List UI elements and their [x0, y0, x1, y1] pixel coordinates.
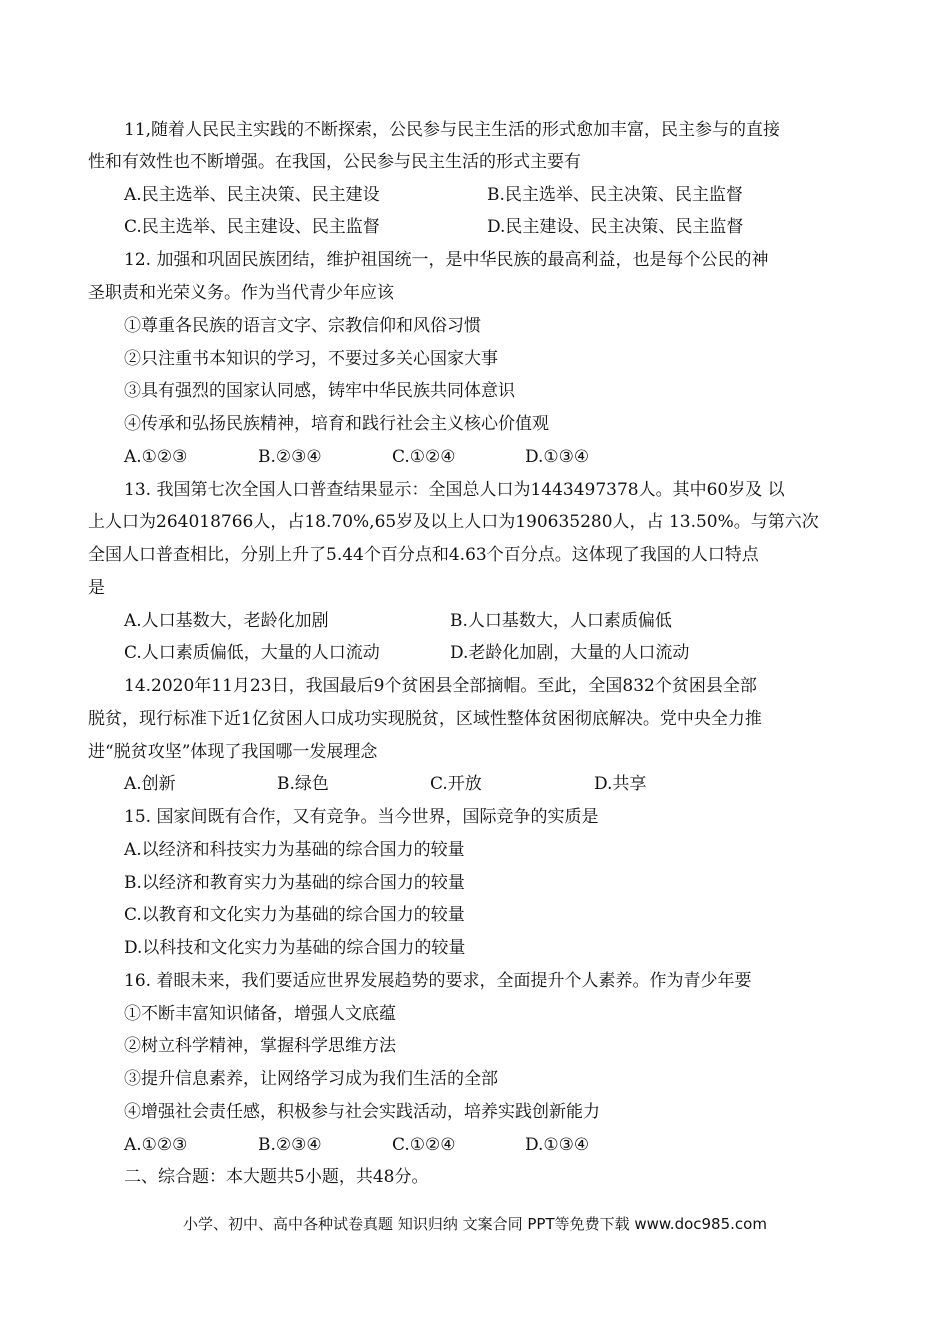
q13-stem-line-2: 上人口为264018766人，占18.70%,65岁及以上人口为190635280人，占 13.50%。与第六次	[88, 512, 819, 532]
q11-stem-line-1: 11,随着人民民主实践的不断探索，公民参与民主生活的形式愈加丰富，民主参与的直接	[124, 120, 781, 140]
q14-option-b: B.绿色	[277, 774, 329, 794]
q14-stem-line-1: 14.2020年11月23日，我国最后9个贫困县全部摘帽。至此，全国832个贫困县全部	[124, 676, 757, 696]
q16-item-2: ②树立科学精神，掌握科学思维方法	[124, 1036, 396, 1056]
q12-option-a: A.①②③	[124, 447, 188, 467]
q14-option-d: D.共享	[594, 774, 647, 794]
q13-option-c: C.人口素质偏低，大量的人口流动	[124, 643, 380, 663]
q13-option-a: A.人口基数大，老龄化加剧	[124, 611, 329, 631]
q12-option-b: B.②③④	[258, 447, 322, 467]
q16-item-3: ③提升信息素养，让网络学习成为我们生活的全部	[124, 1069, 498, 1089]
q13-option-b: B.人口基数大，人口素质偏低	[450, 611, 672, 631]
q16-option-d: D.①③④	[525, 1135, 590, 1155]
q12-stem-line-1: 12. 加强和巩固民族团结，维护祖国统一，是中华民族的最高利益，也是每个公民的神	[124, 250, 769, 270]
q12-option-c: C.①②④	[392, 447, 456, 467]
q16-option-b: B.②③④	[258, 1135, 322, 1155]
q13-stem-line-1: 13. 我国第七次全国人口普查结果显示：全国总人口为1443497378人。其中60岁及 以	[124, 480, 785, 500]
q11-option-c: C.民主选举、民主建设、民主监督	[124, 217, 380, 237]
q12-item-1: ①尊重各民族的语言文字、宗教信仰和风俗习惯	[124, 316, 481, 336]
q11-stem-line-2: 性和有效性也不断增强。在我国，公民参与民主生活的形式主要有	[88, 152, 581, 172]
q15-option-b: B.以经济和教育实力为基础的综合国力的较量	[124, 873, 465, 893]
q14-option-c: C.开放	[430, 774, 482, 794]
q15-option-c: C.以教育和文化实力为基础的综合国力的较量	[124, 905, 465, 925]
q12-stem-line-2: 圣职责和光荣义务。作为当代青少年应该	[88, 283, 394, 303]
q11-option-d: D.民主建设、民主决策、民主监督	[487, 217, 744, 237]
q13-stem-line-3: 全国人口普查相比，分别上升了5.44个百分点和4.63个百分点。这体现了我国的人口特点	[88, 545, 759, 565]
q15-stem-line-1: 15. 国家间既有合作，又有竞争。当今世界，国际竞争的实质是	[124, 807, 599, 827]
q16-stem-line-1: 16. 着眼未来，我们要适应世界发展趋势的要求，全面提升个人素养。作为青少年要	[124, 971, 752, 991]
q12-option-d: D.①③④	[525, 447, 590, 467]
q14-stem-line-3: 进“脱贫攻坚”体现了我国哪一发展理念	[88, 742, 378, 762]
footer-text: 小学、初中、高中各种试卷真题 知识归纳 文案合同 PPT等免费下载 www.doc985.com	[183, 1215, 767, 1233]
q13-option-d: D.老龄化加剧，大量的人口流动	[450, 643, 690, 663]
q16-option-c: C.①②④	[392, 1135, 456, 1155]
q15-option-d: D.以科技和文化实力为基础的综合国力的较量	[124, 938, 466, 958]
q13-stem-line-4: 是	[88, 578, 105, 598]
q14-stem-line-2: 脱贫，现行标准下近1亿贫困人口成功实现脱贫，区域性整体贫困彻底解决。党中央全力推	[88, 709, 762, 729]
q12-item-2: ②只注重书本知识的学习，不要过多关心国家大事	[124, 349, 498, 369]
q12-item-4: ④传承和弘扬民族精神，培育和践行社会主义核心价值观	[124, 414, 549, 434]
q12-item-3: ③具有强烈的国家认同感，铸牢中华民族共同体意识	[124, 381, 515, 401]
section-2-heading: 二、综合题：本大题共5小题，共48分。	[124, 1167, 429, 1187]
q16-item-1: ①不断丰富知识储备，增强人文底蕴	[124, 1004, 396, 1024]
q11-option-a: A.民主选举、民主决策、民主建设	[124, 185, 380, 205]
q11-option-b: B.民主选举、民主决策、民主监督	[487, 185, 743, 205]
q16-option-a: A.①②③	[124, 1135, 188, 1155]
q14-option-a: A.创新	[124, 774, 176, 794]
q15-option-a: A.以经济和科技实力为基础的综合国力的较量	[124, 840, 465, 860]
q16-item-4: ④增强社会责任感，积极参与社会实践活动，培养实践创新能力	[124, 1102, 600, 1122]
